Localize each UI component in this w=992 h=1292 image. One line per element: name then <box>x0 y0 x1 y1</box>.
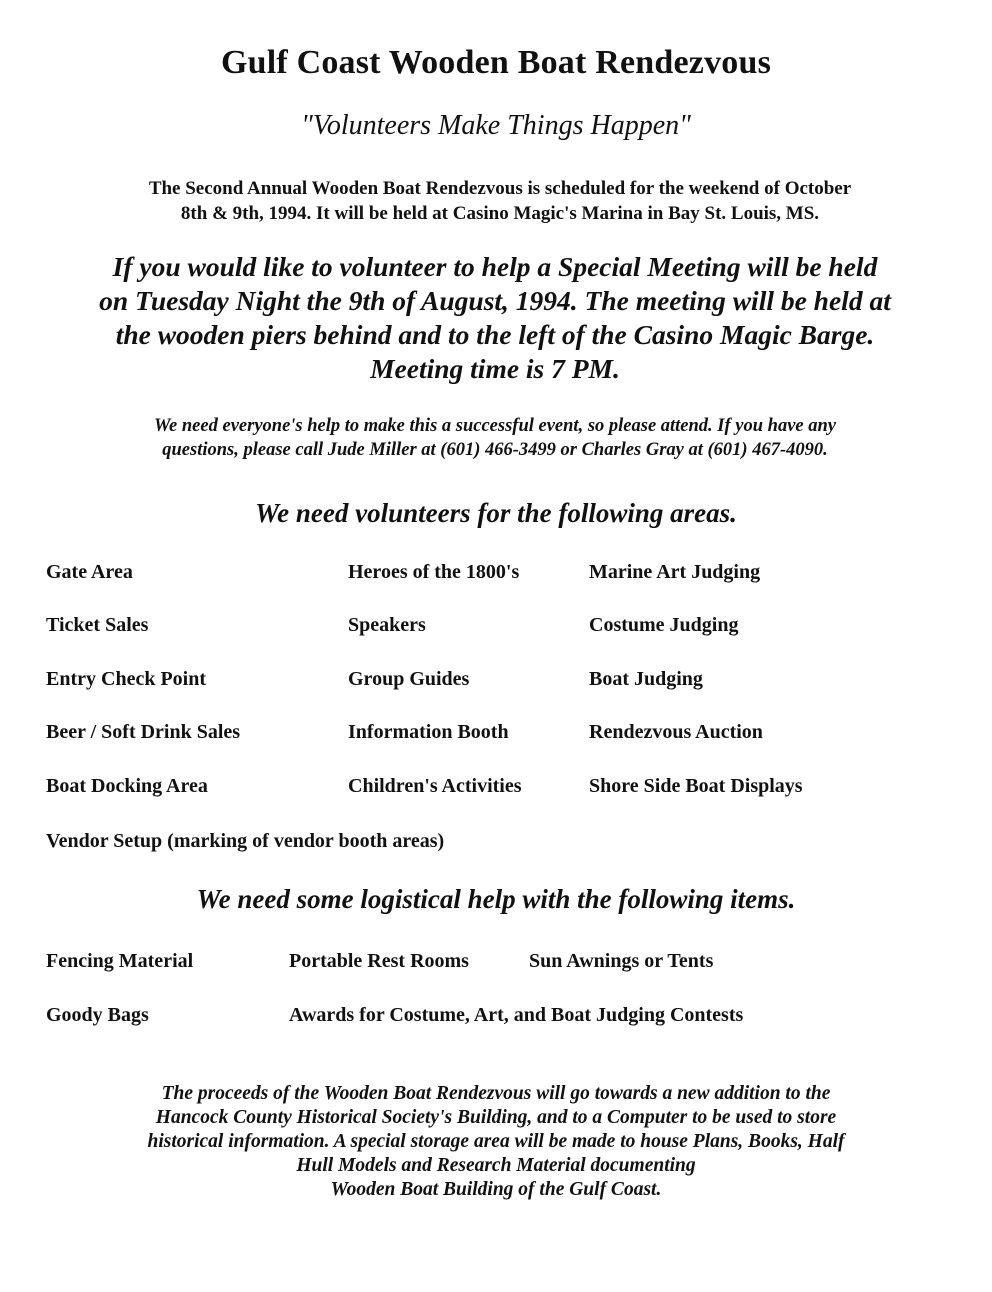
volunteer-area: Costume Judging <box>589 614 739 636</box>
closing-line: historical information. A special storage area will be made to house Plans, Books, Half <box>147 1131 845 1152</box>
contact-line: We need everyone's help to make this a successful event, so please attend. If you have any <box>153 416 837 436</box>
meeting-line: If you would like to volunteer to help a Special Meeting will be held <box>112 251 878 282</box>
intro-line: 8th & 9th, 1994. It will be held at Casino Magic's Marina in Bay St. Louis, MS. <box>180 203 820 224</box>
volunteer-area: Information Booth <box>348 721 509 743</box>
volunteer-area-vendor: Vendor Setup (marking of vendor booth areas) <box>46 830 445 852</box>
logistics-item: Portable Rest Rooms <box>289 950 469 972</box>
page-title: Gulf Coast Wooden Boat Rendezvous <box>220 44 772 81</box>
volunteer-area: Boat Judging <box>589 668 703 690</box>
logistics-item: Goody Bags <box>46 1004 149 1026</box>
volunteer-area: Ticket Sales <box>46 614 149 636</box>
contact-line: questions, please call Jude Miller at (601) 466-3499 or Charles Gray at (601) 467-4090. <box>162 440 828 460</box>
intro-line: The Second Annual Wooden Boat Rendezvous is scheduled for the weekend of October <box>148 178 852 199</box>
slogan: "Volunteers Make Things Happen" <box>301 110 691 141</box>
logistics-heading: We need some logistical help with the following items. <box>196 884 796 914</box>
meeting-announcement <box>20 250 970 386</box>
logistics-item: Sun Awnings or Tents <box>529 950 714 972</box>
volunteer-area: Heroes of the 1800's <box>348 561 520 583</box>
contact-paragraph <box>30 414 960 462</box>
volunteer-area: Children's Activities <box>348 775 522 797</box>
closing-line: Wooden Boat Building of the Gulf Coast. <box>330 1179 662 1200</box>
closing-line: The proceeds of the Wooden Boat Rendezvous will go towards a new addition to the <box>161 1083 831 1104</box>
closing-line: Hancock County Historical Society's Building, and to a Computer to be used to store <box>155 1107 837 1128</box>
volunteer-area: Rendezvous Auction <box>589 721 763 743</box>
closing-line: Hull Models and Research Material documenting <box>296 1155 696 1176</box>
volunteer-area: Shore Side Boat Displays <box>589 775 803 797</box>
volunteer-area: Beer / Soft Drink Sales <box>46 721 241 743</box>
volunteer-area: Gate Area <box>46 561 133 583</box>
meeting-line: on Tuesday Night the 9th of August, 1994. The meeting will be held at <box>99 285 891 316</box>
meeting-line: Meeting time is 7 PM. <box>370 353 620 384</box>
volunteer-area: Entry Check Point <box>46 668 206 690</box>
volunteer-area: Marine Art Judging <box>589 561 761 583</box>
volunteers-heading: We need volunteers for the following areas. <box>255 498 737 528</box>
logistics-item: Awards for Costume, Art, and Boat Judging Contests <box>289 1004 744 1026</box>
logistics-item: Fencing Material <box>46 950 194 972</box>
meeting-line: the wooden piers behind and to the left of the Casino Magic Barge. <box>115 319 875 350</box>
intro-paragraph <box>60 176 940 226</box>
volunteer-area: Speakers <box>348 614 426 636</box>
volunteer-area: Boat Docking Area <box>46 775 208 797</box>
volunteer-area: Group Guides <box>348 668 470 690</box>
closing-paragraph <box>40 1082 952 1202</box>
